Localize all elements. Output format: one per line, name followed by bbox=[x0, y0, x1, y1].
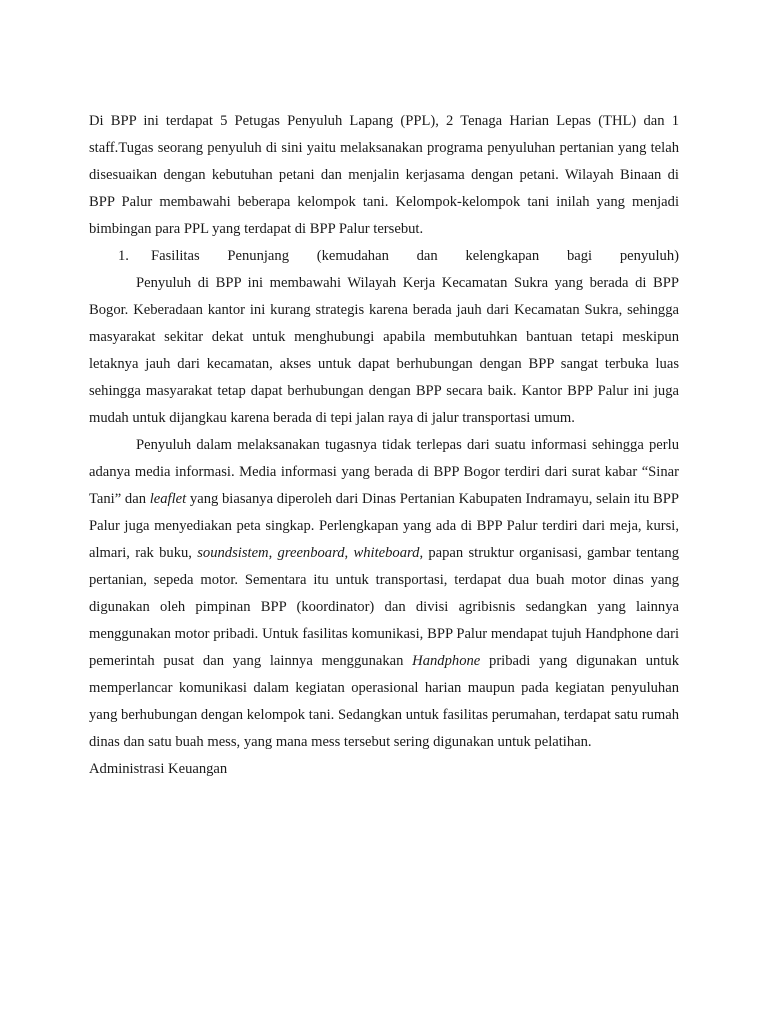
italic-term: leaflet bbox=[149, 491, 187, 507]
text-segment: pribadi yang digunakan untuk memperlancar komunikasi dalam kegiatan operasional harian maupun pada kegiatan penyuluhan yang berhubungan dengan kelompok tani. Sedangkan untuk fasilitas perumahan, terdapat satu rumah dinas dan satu buah mess, yang mana mess tersebut sering digunakan untuk pelatihan. bbox=[89, 653, 679, 750]
text-segment: , bbox=[344, 545, 354, 561]
list-item bbox=[89, 243, 679, 270]
text-segment: yang biasanya diperoleh dari Dinas Pertanian Kabupaten Indramayu, selain itu BPP Palur juga menyediakan peta singkap. Perlengkapan yang ada di BPP Palur terdiri dari meja, kursi, almari, rak buku, bbox=[89, 491, 679, 561]
list-text: Fasilitas Penunjang (kemudahan dan kelengkapan bagi penyuluh) bbox=[151, 248, 679, 264]
paragraph-location: Penyuluh di BPP ini membawahi Wilayah Kerja Kecamatan Sukra yang berada di BPP Bogor. Keberadaan kantor ini kurang strategis karena berada jauh dari Kecamatan Sukra, sehingga masyarakat sekitar dekat untuk menghubungi apabila membutuhkan bantuan tetapi meskipun letaknya jauh dari kecamatan, akses untuk dapat berhubungan dengan BPP sangat terbuka luas sehingga masyarakat tetap dapat berhubungan dengan BPP secara baik. Kantor BPP Palur ini juga mudah untuk dijangkau karena berada di tepi jalan raya di jalur transportasi umum. bbox=[89, 275, 679, 426]
italic-term: whiteboard bbox=[353, 545, 420, 561]
document-page bbox=[89, 108, 679, 783]
section-heading: Administrasi Keuangan bbox=[89, 761, 228, 777]
list-number: 1. bbox=[118, 248, 129, 264]
text-segment: , bbox=[268, 545, 278, 561]
italic-term: Handphone bbox=[412, 653, 481, 669]
paragraph-facilities bbox=[89, 432, 679, 756]
intro-paragraph: Di BPP ini terdapat 5 Petugas Penyuluh Lapang (PPL), 2 Tenaga Harian Lepas (THL) dan 1 staff.Tugas seorang penyuluh di sini yaitu melaksanakan programa penyuluhan pertanian yang telah disesuaikan dengan kebutuhan petani dan menjalin kerjasama dengan petani. Wilayah Binaan di BPP Palur membawahi beberapa kelompok tani. Kelompok-kelompok tani inilah yang menjadi bimbingan para PPL yang terdapat di BPP Palur tersebut. bbox=[89, 113, 679, 237]
text-segment: Penyuluh dalam melaksanakan tugasnya tidak terlepas dari suatu informasi sehingga perlu adanya media informasi. Media informasi yang berada di BPP Bogor terdiri dari surat kabar “Sinar Tani” dan bbox=[89, 437, 679, 507]
text-segment: , papan struktur organisasi, gambar tentang pertanian, sepeda motor. Sementara itu untuk transportasi, terdapat dua buah motor dinas yang digunakan oleh pimpinan BPP (koordinator) dan divisi agribisnis sedangkan yang lainnya menggunakan motor pribadi. Untuk fasilitas komunikasi, BPP Palur mendapat tujuh Handphone dari pemerintah pusat dan yang lainnya menggunakan bbox=[89, 545, 680, 669]
italic-term: greenboard bbox=[277, 545, 345, 561]
italic-term: soundsistem bbox=[197, 545, 269, 561]
